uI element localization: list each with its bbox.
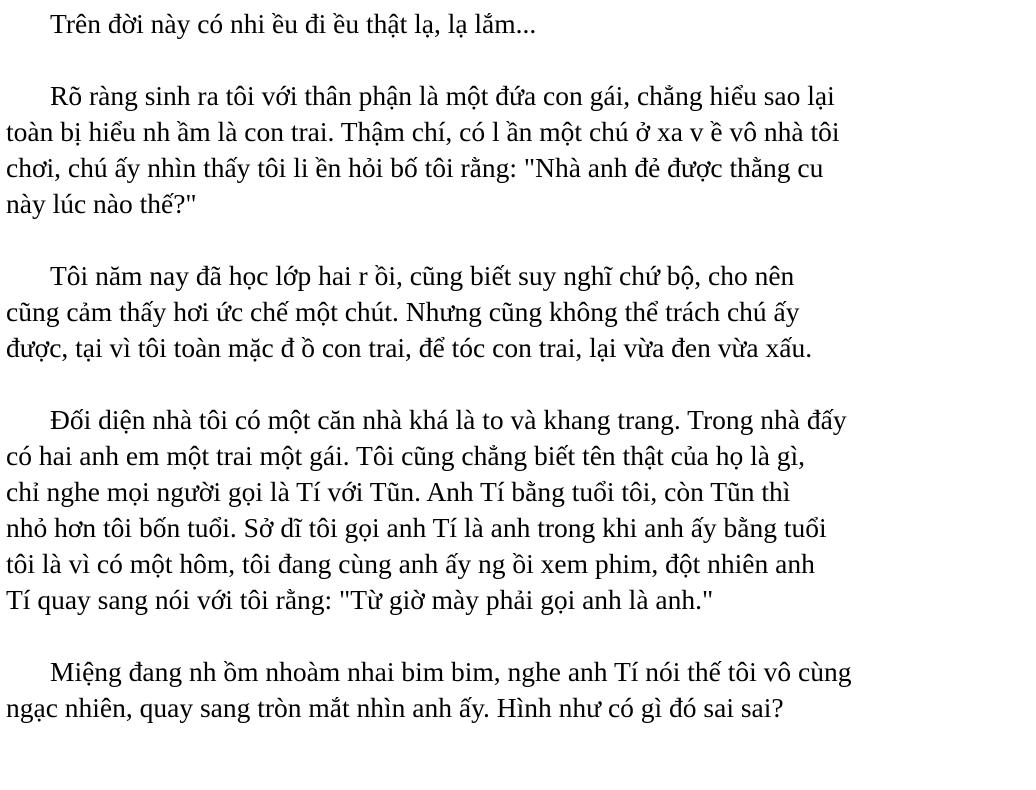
paragraph-2 <box>6 78 1032 222</box>
text-line: Tí quay sang nói với tôi rằng: "Từ giờ mày phải gọi anh là anh." <box>6 584 714 615</box>
paragraph-3 <box>6 258 1032 366</box>
text-line: Đối diện nhà tôi có một căn nhà khá là to và khang trang. Trong nhà đấy <box>50 404 847 435</box>
text-line: Trên đời này có nhi ều đi ều thật lạ, lạ lắm... <box>50 8 537 39</box>
text-line: tôi là vì có một hôm, tôi đang cùng anh ấy ng ồi xem phim, đột nhiên anh <box>6 548 815 579</box>
paragraph-4 <box>6 402 1032 618</box>
text-line: này lúc nào thế?" <box>6 188 197 219</box>
text-line: chơi, chú ấy nhìn thấy tôi li ền hỏi bố tôi rằng: "Nhà anh đẻ được thằng cu <box>6 152 824 183</box>
paragraph-5 <box>6 654 1032 726</box>
text-line: ngạc nhiên, quay sang tròn mắt nhìn anh ấy. Hình như có gì đó sai sai? <box>6 692 784 723</box>
text-line: cũng cảm thấy hơi ức chế một chút. Nhưng cũng không thể trách chú ấy <box>6 296 800 327</box>
text-line: có hai anh em một trai một gái. Tôi cũng chẳng biết tên thật của họ là gì, <box>6 440 806 471</box>
text-line: Rõ ràng sinh ra tôi với thân phận là một đứa con gái, chẳng hiểu sao lại <box>50 80 835 111</box>
text-line: chỉ nghe mọi người gọi là Tí với Tũn. Anh Tí bằng tuổi tôi, còn Tũn thì <box>6 476 791 507</box>
document-page <box>6 6 1032 762</box>
text-line: toàn bị hiểu nh ầm là con trai. Thậm chí, có l ần một chú ở xa v ề vô nhà tôi <box>6 116 840 147</box>
text-line: nhỏ hơn tôi bốn tuổi. Sở dĩ tôi gọi anh Tí là anh trong khi anh ấy bằng tuổi <box>6 512 827 543</box>
paragraph-1 <box>6 6 1032 42</box>
text-line: Miệng đang nh ồm nhoàm nhai bim bim, nghe anh Tí nói thế tôi vô cùng <box>50 656 852 687</box>
text-line: được, tại vì tôi toàn mặc đ ồ con trai, để tóc con trai, lại vừa đen vừa xấu. <box>6 332 813 363</box>
text-line: Tôi năm nay đã học lớp hai r ồi, cũng biết suy nghĩ chứ bộ, cho nên <box>50 260 795 291</box>
